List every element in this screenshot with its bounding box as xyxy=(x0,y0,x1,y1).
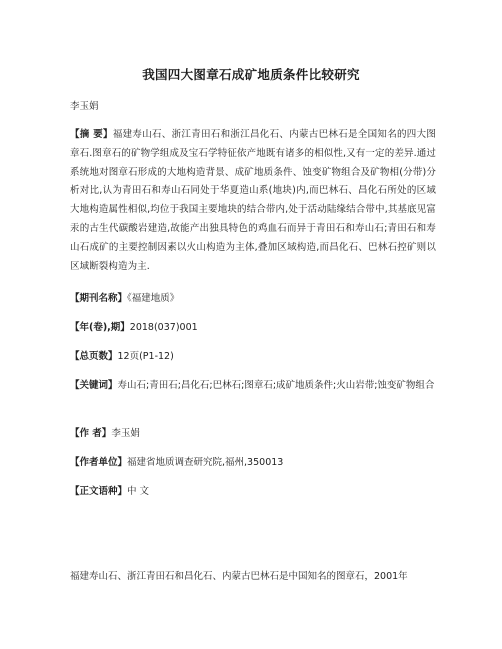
field-label: 【作 者】 xyxy=(70,428,112,439)
field-affiliation xyxy=(70,454,436,473)
abstract-text: 福建寿山石、浙江青田石和浙江昌化石、内蒙古巴林石是全国知名的四大图章石.图章石的矿物学组成及宝石学特征依产地既有诸多的相似性,又有一定的差异.通过系统地对图章石形成的大地构造背景、成矿地质条件、蚀变矿物组合及矿物相(分带)分析对比,认为青田石和寿山石同处于华夏造山系(地块)内,而巴林石、昌化石所处的区域大地构造属性相似,均位于我国主要地块的结合带内,处于活动陆缘结合带中,其基底见富汞的古生代碳酸岩建造,故能产出独具特色的鸡血石而异于青田石和寿山石;青田石和寿山石成矿的主要控制因素以火山构造为主体,叠加区域构造,而昌化石、巴林石控矿则以区域断裂构造为主. xyxy=(70,129,436,272)
field-label: 【正文语种】 xyxy=(70,486,128,497)
field-keywords xyxy=(70,377,436,396)
field-value: 李玉娟 xyxy=(111,428,140,439)
abstract-block xyxy=(70,126,436,276)
field-author xyxy=(70,425,436,444)
field-page-count xyxy=(70,348,436,367)
author-name: 李玉娟 xyxy=(70,101,99,112)
abstract-label: 【摘 要】 xyxy=(70,129,113,140)
field-value: 《福建地质》 xyxy=(127,293,180,304)
field-year-volume xyxy=(70,319,436,338)
field-label: 【期刊名称】 xyxy=(70,293,128,304)
field-label: 【年(卷),期】 xyxy=(70,322,130,333)
field-value: 寿山石;青田石;昌化石;巴林石;图章石;成矿地质条件;火山岩带;蚀变矿物组合 xyxy=(117,380,435,391)
field-value: 2018(037)001 xyxy=(129,322,198,333)
field-language xyxy=(70,483,436,502)
body-paragraph-start: 福建寿山石、浙江青田石和昌化石、内蒙古巴林石是中国知名的图章石，2001年 xyxy=(70,571,408,582)
paper-title: 我国四大图章石成矿地质条件比较研究 xyxy=(142,67,360,82)
field-value: 福建省地质调查研究院,福州,350013 xyxy=(127,457,284,468)
field-label: 【作者单位】 xyxy=(70,457,128,468)
field-value: 中 文 xyxy=(127,486,150,497)
field-value: 12页(P1-12) xyxy=(117,351,174,362)
field-label: 【关键词】 xyxy=(70,380,118,391)
field-journal xyxy=(70,290,436,309)
field-label: 【总页数】 xyxy=(70,351,118,362)
